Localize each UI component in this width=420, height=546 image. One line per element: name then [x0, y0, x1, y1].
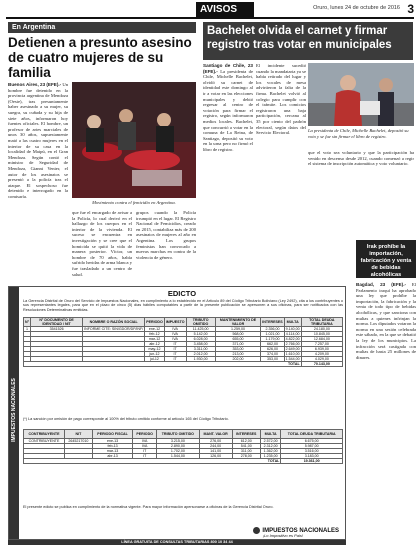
table1-cell: jul-12	[145, 357, 165, 362]
table2-header-2: PERIODO FISCAL	[92, 430, 133, 439]
table2-cell: 2645217010	[65, 439, 93, 444]
table1-cell: feb-12	[145, 332, 165, 337]
table1-cell: 12.684,00	[301, 337, 342, 342]
table1-cell: IT	[164, 352, 186, 357]
table2-cell: 3.516,00	[281, 449, 343, 454]
header-rule	[6, 17, 414, 19]
right-article-photo	[308, 63, 414, 126]
right-photo-caption: La presidenta de Chile, Michelle Bachelet, depositó su voto y se fue sin firmar el libro de registro.	[308, 128, 409, 139]
table1-cell: 2.766,00	[285, 342, 300, 346]
table1-header-3: PERIODO	[145, 318, 165, 327]
right-article-col2: El incidente sucedió cuando la mandataria ya se había retirado del lugar y los vocales de mesa advirtieron la falta de la firma. Bachelet volvió al colegio para cumplir con el trámite. Los comicios registraron una baja participación, cercana al 35 por ciento del padrón electoral, según datos del Servicio Electoral.	[256, 63, 306, 136]
table1-cell: 1.610,00	[285, 352, 300, 356]
table2-cell: 3.215,00	[157, 439, 200, 444]
edict-table-1	[23, 317, 343, 367]
table1-cell: 568,00	[215, 332, 261, 337]
page-number: 3	[407, 2, 414, 16]
edict-intro: La Gerencia Distrital de Oruro del Servicio de Impuestos Nacionales, en cumplimiento a lo establecido en el Artículo 89 del Código Tributario Boliviano (Ley 2492), cita a los contribuyentes o sus representantes legales, para que en el plazo de cinco (5) días hábiles computables a partir de la presente publicación se apersonen a sus oficinas, para ser notificados con las Resoluciones Determinativas emitidas.	[23, 299, 343, 312]
table1-cell: IVA	[164, 327, 186, 332]
edict-table-2	[23, 429, 343, 464]
edict-footer	[21, 527, 343, 539]
table2-header-0: CONTRIBUYENTE	[24, 430, 65, 439]
table2-header-4: TRIBUTO OMITIDO	[157, 430, 200, 439]
table1-cell: 4.114,00	[285, 332, 300, 336]
table1-cell: 4.822,00	[285, 337, 300, 341]
table1-cell: 3541526	[31, 327, 83, 332]
table2-cell: IT	[133, 454, 157, 459]
edict-title: EDICTO	[167, 289, 197, 298]
table1-cell: 374,00	[261, 352, 284, 357]
table1-cell: 2.012,00	[186, 352, 215, 357]
table2-cell: mar-13	[92, 449, 133, 454]
table2-header-5: MANT. VALOR	[199, 430, 232, 439]
edict-bottom-bar: LÍNEA GRATUITA DE CONSULTAS TRIBUTARIAS 800 10 34 44	[8, 540, 346, 545]
iraq-headline-box: Irak prohíbe la importación, fabricación y venta de bebidas alcohólicas	[356, 240, 416, 278]
right-dateline: Santiago de Chile, 23 (EFE).-	[203, 63, 253, 74]
table1-cell: 353,00	[215, 347, 261, 352]
page-header	[6, 2, 414, 18]
edict-side-text: IMPUESTOS NACIONALES	[11, 378, 17, 442]
table1-cell: 11.425,00	[186, 327, 215, 332]
table1-cell: 626,00	[261, 347, 284, 352]
table1-cell: IT	[164, 357, 186, 362]
table2-header-7: MULTA	[260, 430, 281, 439]
table2-cell: feb-13	[92, 444, 133, 449]
table1-cell: 1.179,00	[261, 337, 284, 342]
table1-cell: INFORME CITE: SIN/GDOR/DF/INF/	[84, 327, 144, 331]
table1-cell: 371,00	[215, 342, 261, 347]
left-kicker: En Argentina	[8, 22, 196, 33]
table2-cell: 2.890,00	[157, 444, 200, 449]
table1-header-4: IMPUESTO	[164, 318, 186, 327]
table1-header-1: N° DOCUMENTO DE IDENTIDAD / NIT	[31, 318, 83, 327]
table2-cell: 6.675,00	[281, 439, 343, 444]
table2-cell: 244,00	[199, 444, 232, 449]
table1-cell: mar-12	[145, 337, 165, 342]
table2-cell: IT	[133, 449, 157, 454]
table1-cell: 4.209,00	[301, 352, 342, 357]
table1-cell: 10.845,00	[301, 332, 342, 337]
table1-cell: 213,00	[215, 352, 261, 357]
table1-cell: IVA	[164, 337, 186, 342]
table2-cell: IVA	[133, 439, 157, 444]
table1-header-0: N°	[24, 318, 31, 327]
table1-cell: 1.544,00	[285, 357, 300, 361]
table2-cell: 2.572,00	[260, 439, 281, 444]
table1-cell: 9.140,00	[285, 327, 300, 331]
left-dateline: Buenos Aires, 23 (EFE).-	[8, 82, 62, 87]
table1-header-5: TRIBUTO OMITIDO	[186, 318, 215, 327]
table1-total-value: 70.143,00	[301, 362, 342, 367]
table1-cell: 24.180,00	[301, 327, 342, 332]
right-col1-text: La presidenta de Chile, Michelle Bachelet, olvidó su carnet de identidad este domingo al ir a votar en las elecciones municipales y debió regresar al centro de votación para firmar el registro, según informaron medios locales. Bachelet, que concurrió a votar en la comuna de La Reina, de Santiago, depositó su voto en la urna pero no firmó el libro de registro.	[203, 68, 253, 152]
iraq-article-body	[356, 282, 416, 540]
table2-cell: 2.312,00	[260, 444, 281, 449]
right-article-col1	[203, 63, 253, 283]
table2-total-label: TOTAL	[24, 459, 281, 464]
table1-cell: IT	[164, 342, 186, 347]
table2-cell: CONTRIBUYENTE	[24, 439, 65, 444]
table2-header-3: PERIODO	[133, 430, 157, 439]
table1-cell: 1	[24, 327, 31, 332]
table1-cell: 4.029,00	[301, 357, 342, 362]
table2-cell: 311,00	[232, 449, 260, 454]
table1-cell: 7.257,00	[301, 342, 342, 347]
edict-note-2: El presente edicto se publica en cumplimiento de la normativa vigente. Para mayor información apersonarse a oficinas de la Gerencia Distrital Oruro.	[23, 505, 274, 509]
left-article-col1	[8, 82, 68, 278]
table2-cell: 1.702,00	[157, 449, 200, 454]
table1-cell: 655,00	[215, 337, 261, 342]
table2-cell: 1.544,00	[157, 454, 200, 459]
left-photo-caption: Movimiento contra el femicidio en Argentina.	[92, 200, 176, 205]
table1-header-2: NOMBRE O RAZÓN SOCIAL	[83, 318, 145, 327]
table2-cell: 541,00	[232, 444, 260, 449]
table2-cell: abr-13	[92, 454, 133, 459]
right-article-col3: que el voto sea voluntario y que la participación ha venido en descenso desde 2012, cuando comenzó a regir el sistema de inscripción automática y voto voluntario.	[308, 150, 414, 167]
table1-cell: 3.458,00	[186, 342, 215, 347]
table1-cell: 5.142,00	[186, 332, 215, 337]
table2-cell: 3.183,00	[281, 454, 343, 459]
table2-cell: IVA	[133, 444, 157, 449]
table1-cell: 3.311,00	[186, 347, 215, 352]
table2-cell: 612,00	[232, 439, 260, 444]
table1-cell: 6.939,00	[301, 347, 342, 352]
edict-note-1: (*) La sanción por omisión de pago corresponde al 100% del tributo omitido conforme al artículo 165 del Código Tributario.	[23, 417, 229, 421]
voting-photo-icon	[308, 63, 414, 126]
table2-cell: ene-13	[92, 439, 133, 444]
table1-total-label: TOTAL	[24, 362, 302, 367]
table1-cell: jun-12	[145, 352, 165, 357]
table1-cell: 353,00	[261, 357, 284, 362]
table-total-row	[24, 362, 343, 367]
table1-header-6: MANTENIMIENTO DE VALOR	[215, 318, 261, 327]
table1-cell: 1.259,00	[215, 327, 261, 332]
table1-header-7: INTERESES	[261, 318, 284, 327]
table2-header-8: TOTAL DEUDA TRIBUTARIA	[281, 430, 343, 439]
impuestos-logo-text: IMPUESTOS NACIONALES	[262, 528, 339, 535]
table1-cell: 6.028,00	[186, 337, 215, 342]
left-article-col2: que fue el encargado de avisar a la Policía, lo cual derivó en el hallazgo de los cuerpos en el interior de la vivienda. El suceso se encuentra en investigación y se cree que el homicida se quitó la vida de manera posterior. Víctor, un hombre de 70 años, había sufrido heridas de arma blanca y fue trasladado a un centro de salud.	[72, 210, 132, 277]
table2-cell: 5.987,00	[281, 444, 343, 449]
table2-cell: 1.362,00	[260, 449, 281, 454]
table1-cell: 662,00	[261, 342, 284, 347]
protest-photo-icon	[72, 82, 196, 198]
edict-side-bar	[9, 287, 19, 539]
section-tab: AVISOS	[196, 2, 254, 17]
table1-cell: may-12	[145, 347, 165, 352]
issue-date: Oruro, lunes 24 de octubre de 2016	[313, 5, 400, 11]
table1-cell: 202,00	[215, 357, 261, 362]
table1-cell: 1.021,00	[261, 332, 284, 337]
left-article-photo	[72, 82, 196, 198]
iraq-dateline: Bagdad, 23 (EFE).-	[356, 282, 407, 287]
table2-header-1: NIT	[65, 430, 93, 439]
tax-logo-icon	[253, 527, 260, 534]
table1-cell: IT	[164, 347, 186, 352]
table-total-row	[24, 459, 343, 464]
table1-cell: 2.649,00	[285, 347, 300, 351]
table1-cell: abr-12	[145, 342, 165, 347]
table2-header-6: INTERESES	[232, 430, 260, 439]
left-col1-text: Un hombre fue detenido en la provincia argentina de Mendoza (Oeste), tras presuntamente haber asesinado a su mujer, su suegra, su cuñada y su hija de siete años, informaron hoy fuentes oficiales. El hombre, un profesor de artes marciales de unos 30 años, supuestamente mató a las cuatro mujeres en el interior de su casa en la localidad de Maipú, en el Gran Mendoza. Según contó el ministro de Seguridad de Mendoza, Gianni Venier, el autor de los asesinatos se presentó a la policía tras el ataque. El sospechoso fue detenido e interrogado en la comisaría.	[8, 82, 68, 199]
table1-cell: ene-12	[145, 327, 165, 332]
table1-cell: 1.930,00	[186, 357, 215, 362]
right-headline: Bachelet olvida el carnet y firmar registro tras votar en municipales	[203, 22, 413, 60]
table2-cell: 276,00	[199, 439, 232, 444]
table1-header-9: TOTAL DEUDA TRIBUTARIA	[301, 318, 342, 327]
table1-cell: 2.356,00	[261, 327, 284, 332]
left-headline: Detienen a presunto asesino de cuatro mujeres de su familia	[8, 35, 192, 80]
table2-cell: 278,00	[232, 454, 260, 459]
tax-edict	[8, 286, 346, 540]
table1-header-8: MULTA	[284, 318, 301, 327]
table2-cell: 141,00	[199, 449, 232, 454]
table2-cell: 126,00	[199, 454, 232, 459]
impuestos-tagline: ¡Lo Impositivo es Pais!	[262, 533, 303, 538]
table1-cell: IVA	[164, 332, 186, 337]
left-article-col3: grupos cuando la Policía irrumpió en el lugar. El Registro Nacional de Femicidios, creado en 2015, contabiliza más de 200 asesinatos de mujeres al año en Argentina. Los grupos feministas han convocado a nuevas marchas en contra de la violencia de género.	[136, 210, 196, 260]
iraq-body-text: El Parlamento iraquí ha aprobado una ley que prohíbe la importación, la fabricación y la venta de todo tipo de bebidas alcohólicas, y que sanciona con multas a quienes infrinjan la norma. Los diputados votaron la norma en una sesión celebrada este sábado, en la que se debatió la ley de los municipios. La infracción será castigada con multas de hasta 25 millones de dinares.	[356, 282, 416, 360]
table2-total-value: 19.361,00	[281, 459, 343, 464]
table2-cell: 1.235,00	[260, 454, 281, 459]
